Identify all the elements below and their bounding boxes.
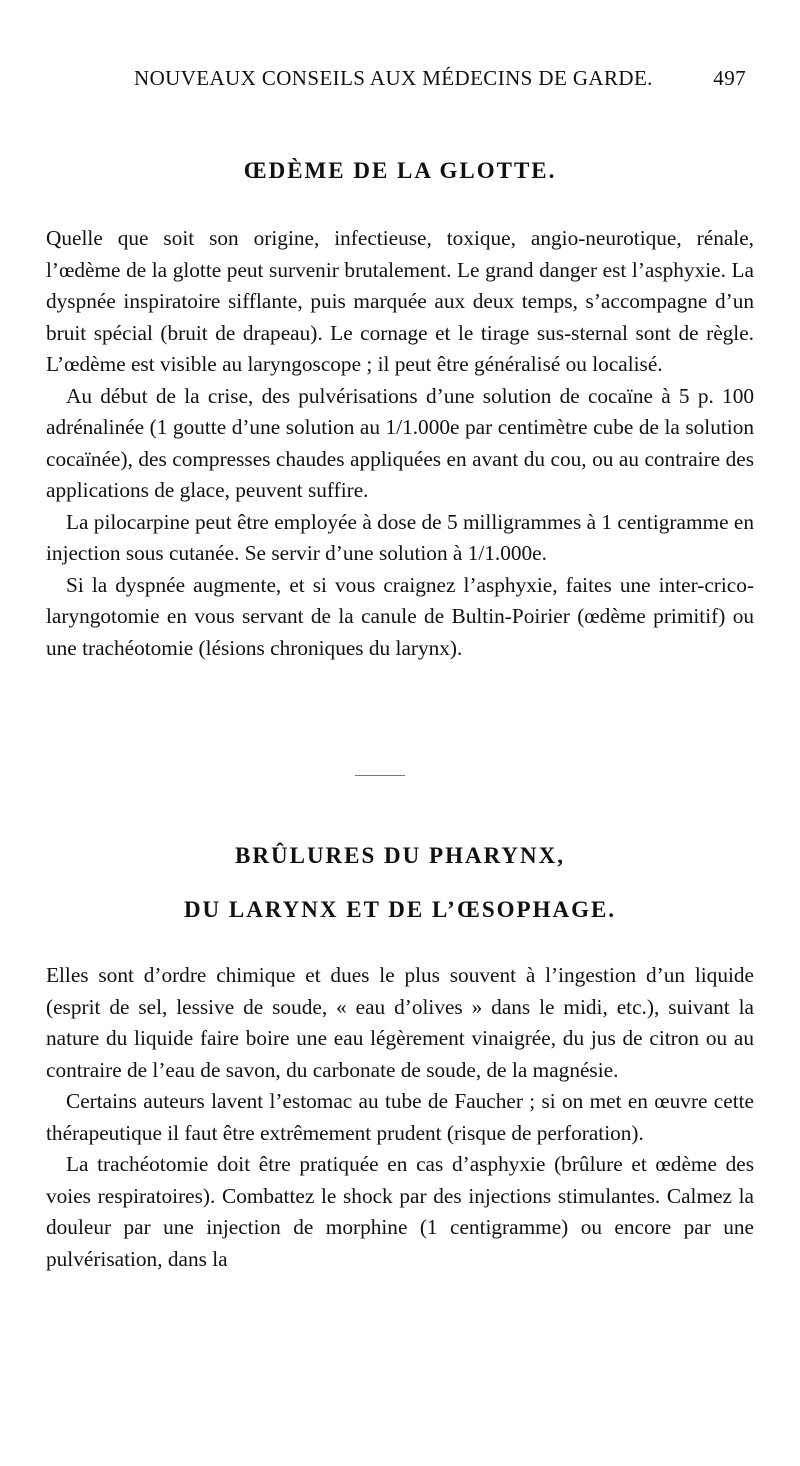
running-title: NOUVEAUX CONSEILS AUX MÉDECINS DE GARDE. xyxy=(134,66,653,90)
paragraph: Quelle que soit son origine, infectieuse, toxique, angio-neurotique, rénale, l’œdème de la glotte peut survenir brutalement. Le grand danger est l’asphyxie. La dyspnée inspiratoire sifflante, puis marquée aux deux temps, s’accompagne d’un bruit spécial (bruit de drapeau). Le cornage et le tirage sus-sternal sont de règle. L’œdème est visible au laryngoscope ; il peut être généralisé ou localisé. xyxy=(46,226,754,376)
paragraph: Elles sont d’ordre chimique et dues le plus souvent à l’ingestion d’un liquide (esprit de sel, lessive de soude, « eau d’olives » dans le midi, etc.), suivant la nature du liquide faire boire une eau légèrement vinaigrée, du jus de citron ou au contraire de l’eau de savon, du carbonate de soude, de la magnésie. xyxy=(46,963,754,1082)
section-title-brulures-line-2: DU LARYNX ET DE L’ŒSOPHAGE. xyxy=(183,897,617,922)
paragraph: Certains auteurs lavent l’estomac au tube de Faucher ; si on met en œuvre cette thérapeutique il faut être extrêmement prudent (risque de perforation). xyxy=(46,1089,754,1145)
section-body-oedeme xyxy=(46,223,754,664)
page-number: 497 xyxy=(713,66,746,90)
section-separator-rule xyxy=(355,775,405,776)
paragraph: Si la dyspnée augmente, et si vous craignez l’asphyxie, faites une inter-crico-laryngotomie en vous servant de la canule de Bultin-Poirier (œdème primitif) ou une trachéotomie (lésions chroniques du larynx). xyxy=(46,572,754,660)
section-title-oedeme: ŒDÈME DE LA GLOTTE. xyxy=(243,158,557,183)
paragraph: La trachéotomie doit être pratiquée en cas d’asphyxie (brûlure et œdème des voies respiratoires). Combattez le shock par des injections stimulantes. Calmez la douleur par une injection de morphine (1 centigramme) ou encore par une pulvérisation, dans la xyxy=(46,1152,754,1271)
running-head xyxy=(134,66,746,96)
paragraph: Au début de la crise, des pulvérisations d’une solution de cocaïne à 5 p. 100 adrénalinée (1 goutte d’une solution au 1/1.000e par centimètre cube de la solution cocaïnée), des compresses chaudes appliquées en avant du cou, ou au contraire des applications de glace, peuvent suffire. xyxy=(46,383,754,502)
section-title-brulures-line-1: BRÛLURES DU PHARYNX, xyxy=(235,843,565,868)
paragraph: La pilocarpine peut être employée à dose de 5 milligrammes à 1 centigramme en injection sous cutanée. Se servir d’une solution à 1/1.000e. xyxy=(46,509,754,565)
section-body-brulures xyxy=(46,960,754,1275)
